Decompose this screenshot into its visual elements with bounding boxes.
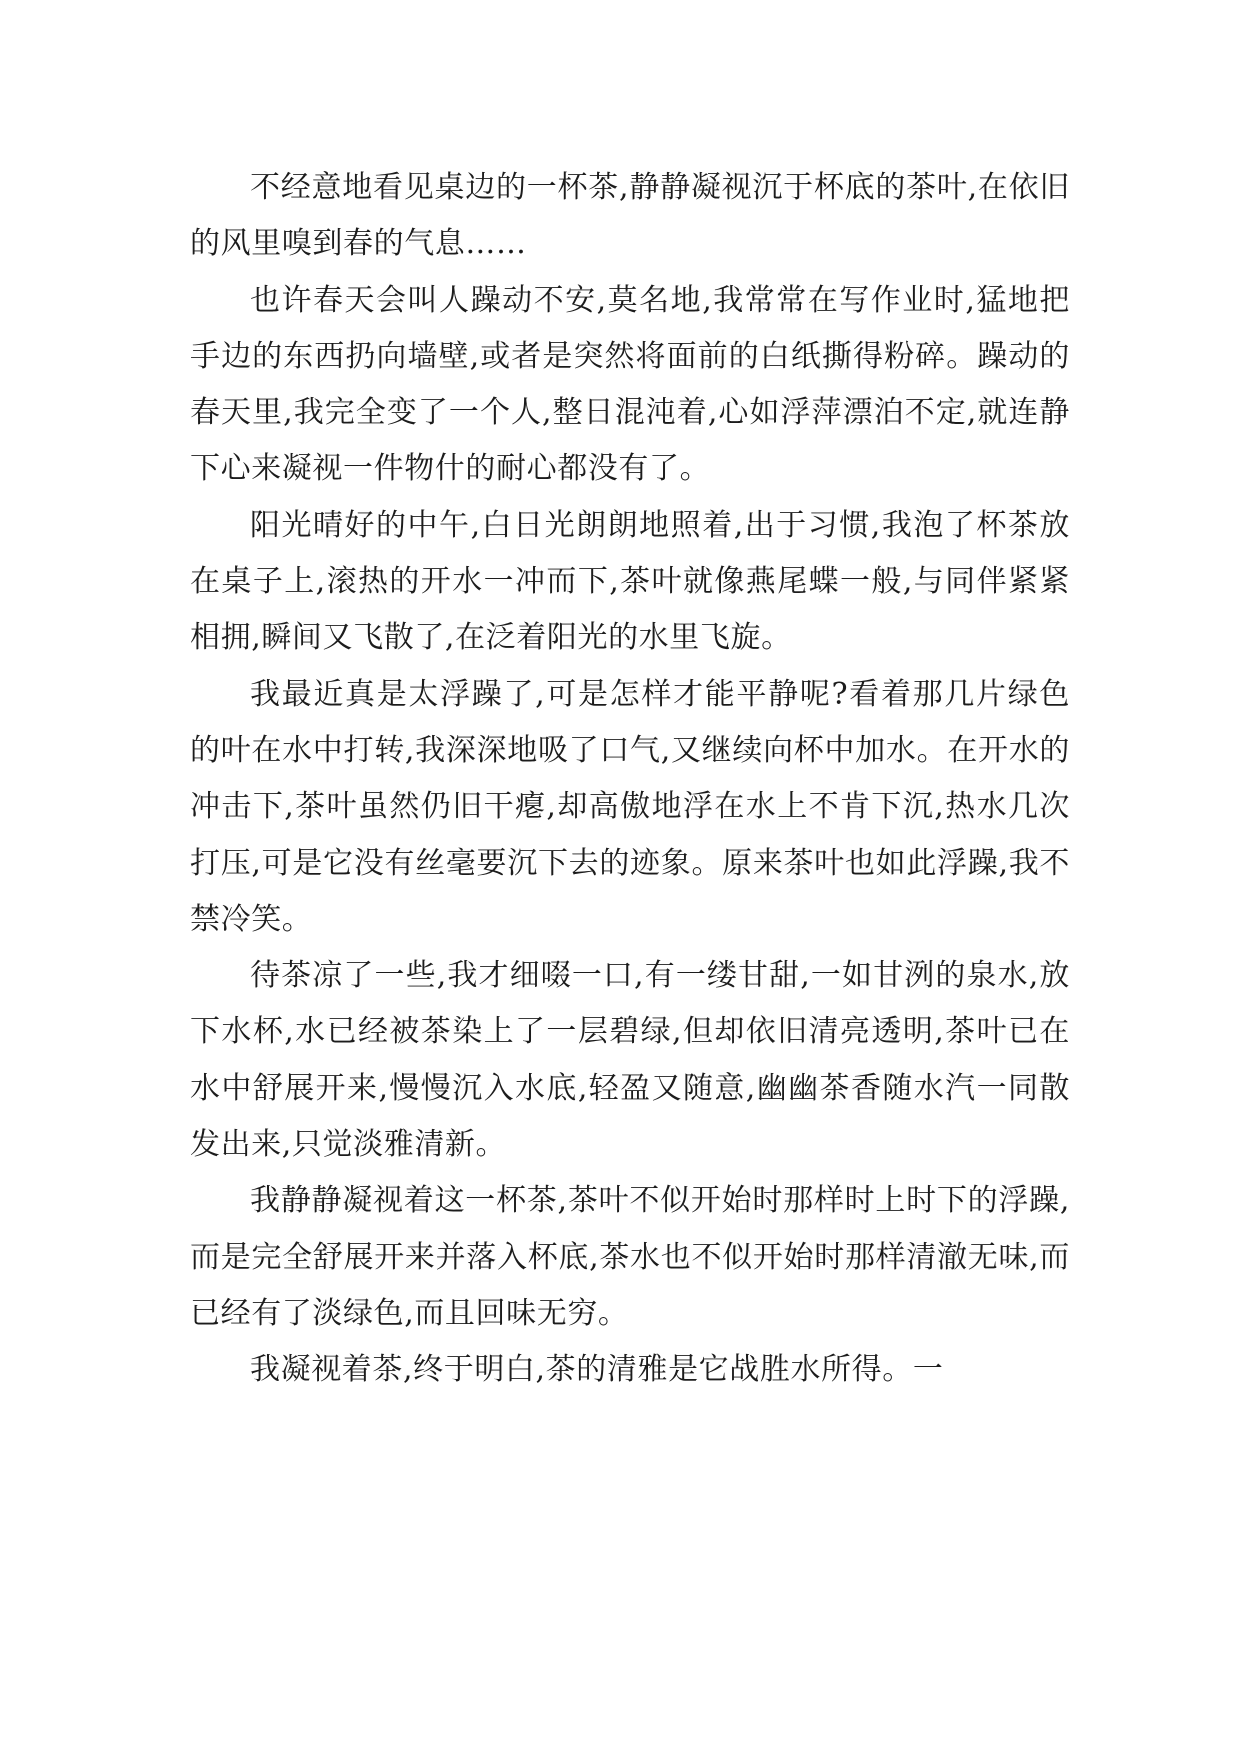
paragraph-4: 我最近真是太浮躁了,可是怎样才能平静呢?看着那几片绿色的叶在水中打转,我深深地吸了口气,又继续向杯中加水。在开水的冲击下,茶叶虽然仍旧干瘪,却高傲地浮在水上不肯下沉,热水几次打压,可是它没有丝毫要沉下去的迹象。原来茶叶也如此浮躁,我不禁冷笑。 <box>190 676 1070 937</box>
paragraph-6: 我静静凝视着这一杯茶,茶叶不似开始时那样时上时下的浮躁,而是完全舒展开来并落入杯底,茶水也不似开始时那样清澈无味,而已经有了淡绿色,而且回味无穷。 <box>190 1183 1070 1331</box>
essay-body <box>190 160 1070 1399</box>
paragraph-3: 阳光晴好的中午,白日光朗朗地照着,出于习惯,我泡了杯茶放在桌子上,滚热的开水一冲而下,茶叶就像燕尾蝶一般,与同伴紧紧相拥,瞬间又飞散了,在泛着阳光的水里飞旋。 <box>190 507 1070 656</box>
paragraph-1: 不经意地看见桌边的一杯茶,静静凝视沉于杯底的茶叶,在依旧的风里嗅到春的气息…… <box>190 170 1070 262</box>
paragraph-2: 也许春天会叫人躁动不安,莫名地,我常常在写作业时,猛地把手边的东西扔向墙壁,或者是突然将面前的白纸撕得粉碎。躁动的春天里,我完全变了一个人,整日混沌着,心如浮萍漂泊不定,就连静下心来凝视一件物什的耐心都没有了。 <box>190 282 1070 487</box>
paragraph-7: 我凝视着茶,终于明白,茶的清雅是它战胜水所得。一 <box>250 1352 944 1388</box>
paragraph-5: 待茶凉了一些,我才细啜一口,有一缕甘甜,一如甘洌的泉水,放下水杯,水已经被茶染上了一层碧绿,但却依旧清亮透明,茶叶已在水中舒展开来,慢慢沉入水底,轻盈又随意,幽幽茶香随水汽一同散发出来,只觉淡雅清新。 <box>190 958 1070 1163</box>
